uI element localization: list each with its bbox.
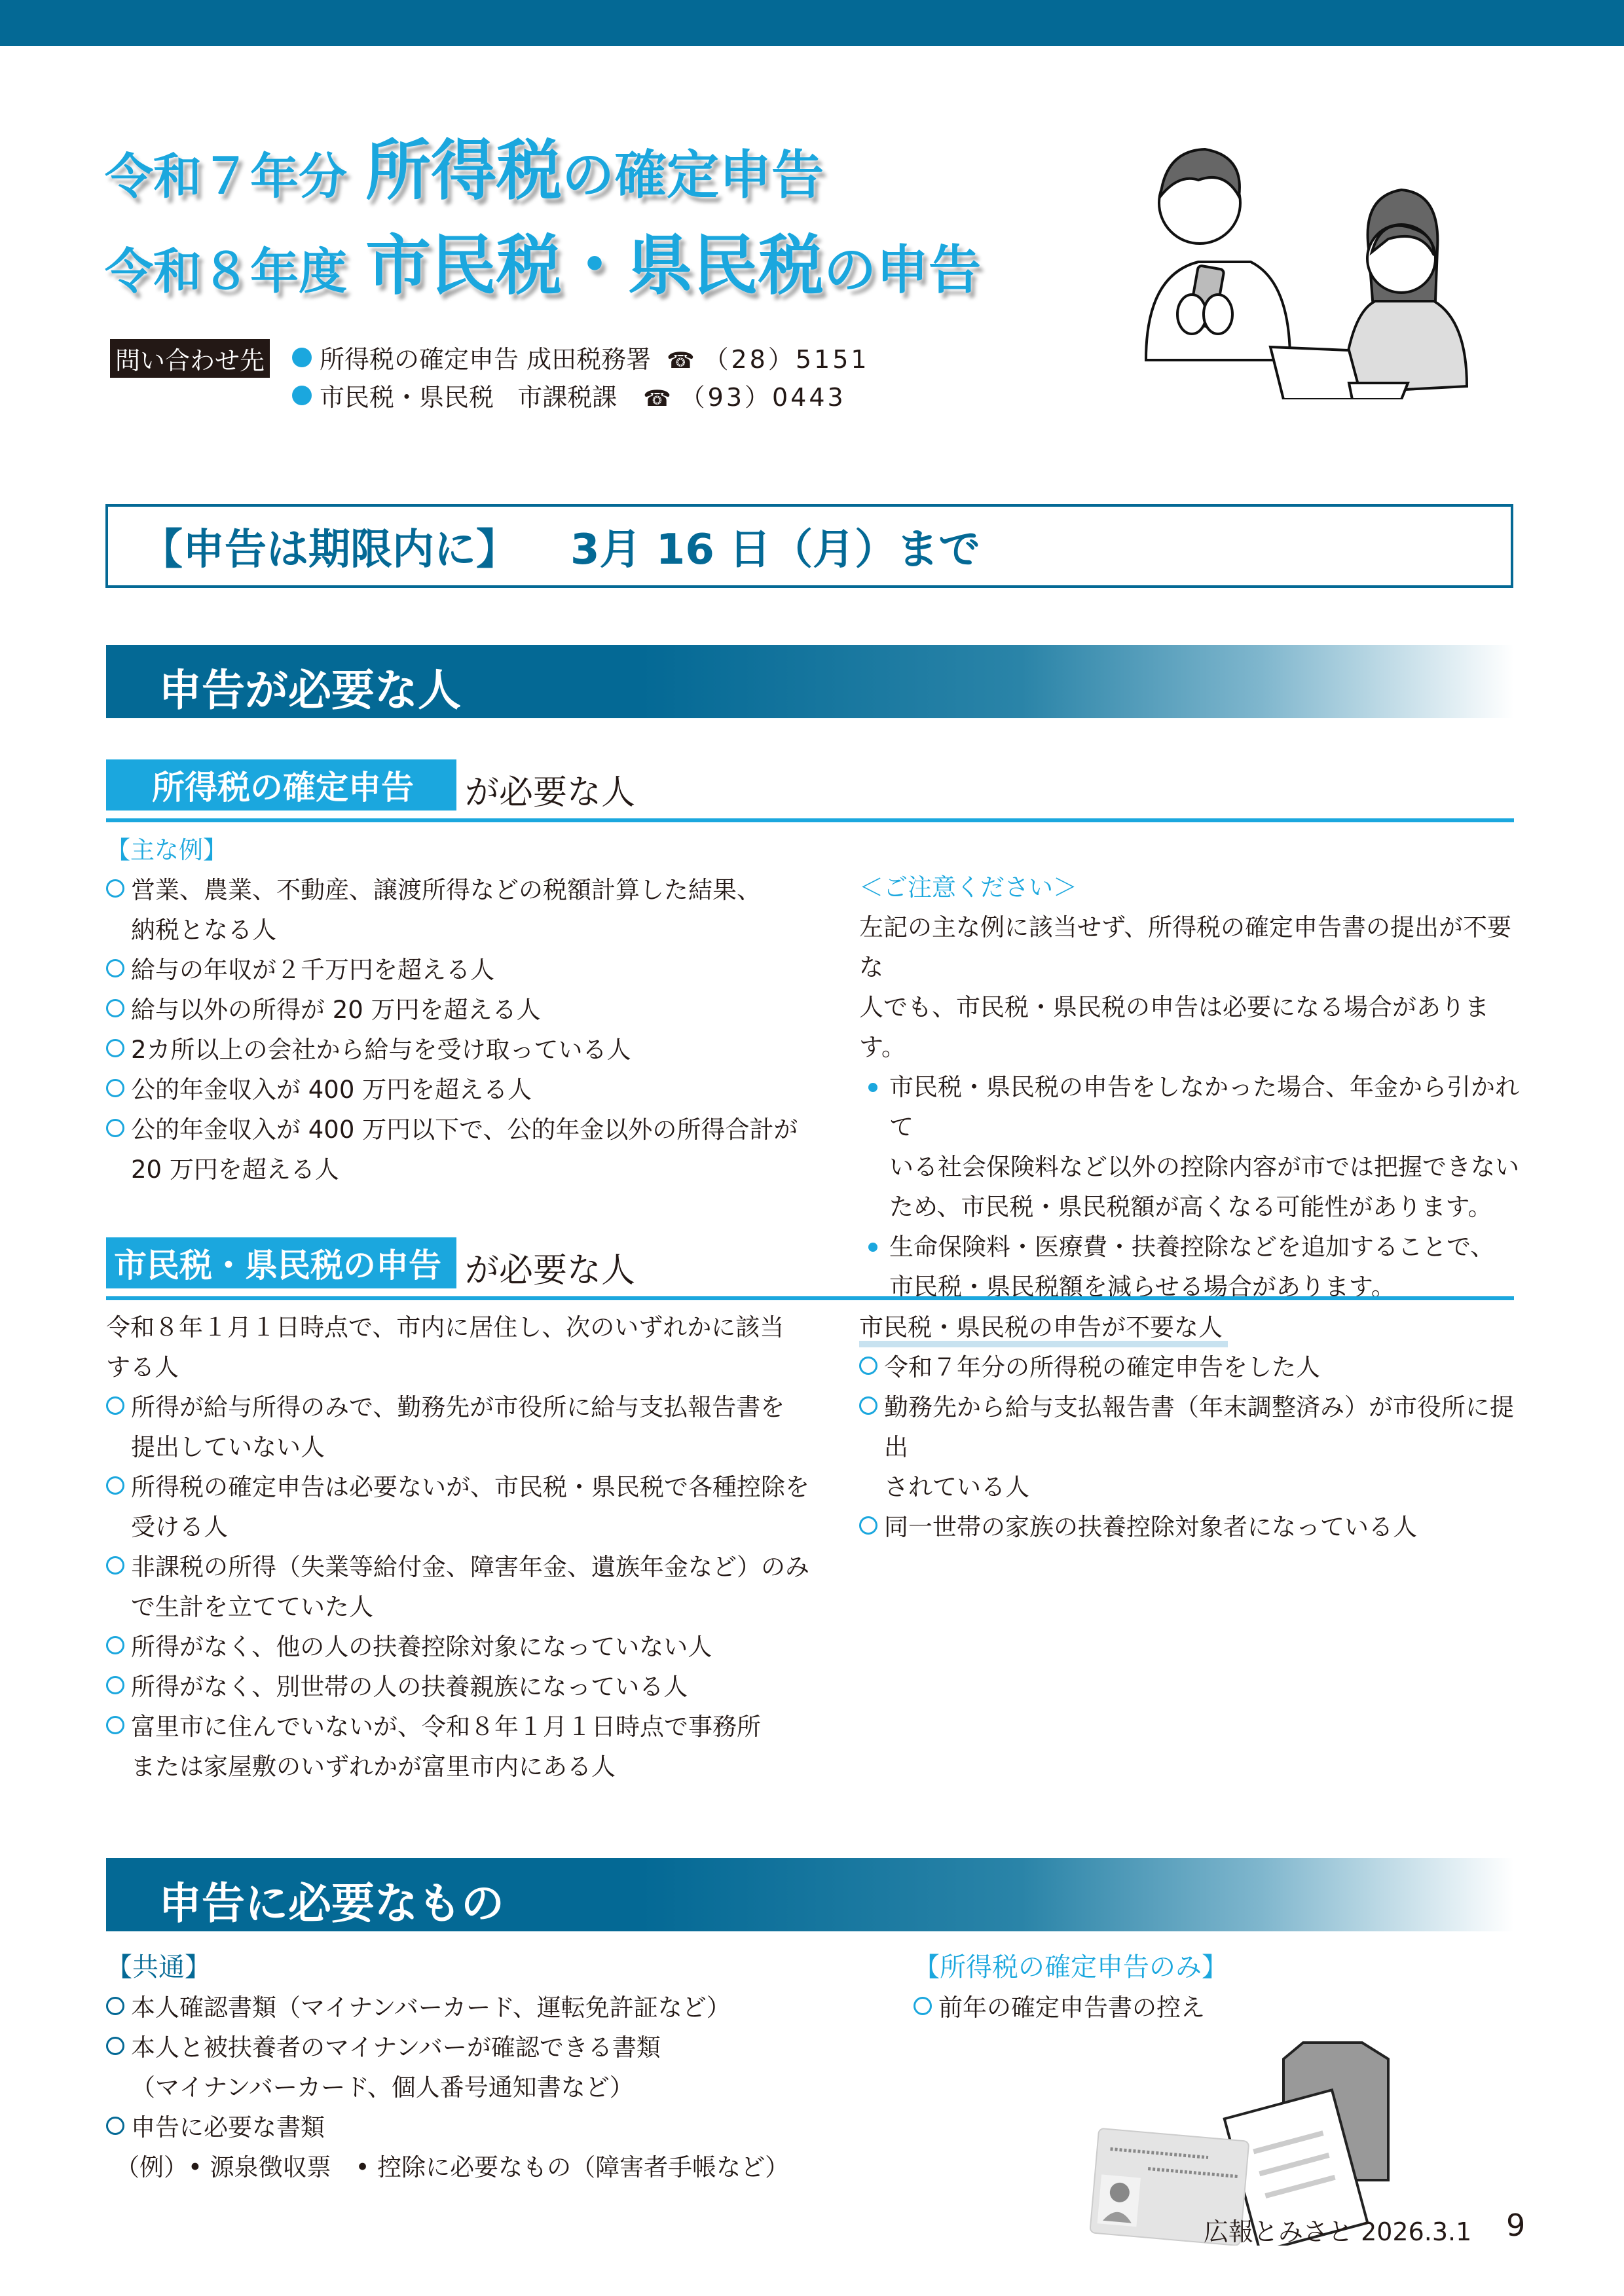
section-header-required-people: 申告が必要な人	[106, 645, 1514, 718]
income-tax-examples: 【主な例】 営業、農業、不動産、譲渡所得などの税額計算した結果、 納税となる人 給与の年収が２千万円を超える人 給与以外の所得が 20 万円を超える人 2カ所以上の会社から給与を受け取っている人 公的年金収入が 400 万円を超える人 公的年金収入が 400 万円以下で、公的年金以外の所得合計が 20 万円を超える人	[106, 830, 826, 1190]
common-items-list: 【共通】 本人確認書類（マイナンバーカード、運転免許証など） 本人と被扶養者のマイナンバーが確認できる書類 （マイナンバーカード、個人番号通知書など） 申告に必要な書類 （例）• 源泉徴収票 • 控除に必要なもの（障害者手帳など）	[106, 1948, 859, 2187]
page-number: 9	[1506, 2208, 1526, 2243]
title-resident-tax: 令和８年度 市民税・県民税の申告	[105, 227, 981, 304]
not-required-label: 市民税・県民税の申告が不要な人	[859, 1307, 1228, 1347]
deadline-date: 3月 16 日（月）まで	[570, 526, 981, 574]
resident-tax-not-required-list	[859, 1307, 1527, 1547]
deadline-box: 【申告は期限内に】 3月 16 日（月）まで	[105, 504, 1513, 588]
contact-row: 市民税・県民税 市課税課 ☎ （93）0443	[292, 377, 846, 413]
publication-info: 広報とみさと 2026.3.1	[1204, 2217, 1472, 2246]
subheader-resident-tax: 市民税・県民税の申告 が必要な人	[106, 1237, 1514, 1300]
list-item: 申告に必要な書類	[106, 2107, 859, 2147]
example-line: （例）• 源泉徴収票 • 控除に必要なもの（障害者手帳など）	[115, 2153, 790, 2181]
intro-text: 令和８年１月１日時点で、市内に居住し、次のいずれかに該当 する人	[106, 1313, 784, 1381]
list-item: 非課税の所得（失業等給付金、障害年金、遺族年金など）のみ で生計を立てていた人	[106, 1547, 826, 1627]
telephone-icon: ☎	[667, 348, 697, 374]
subheader-income-tax: 所得税の確定申告 が必要な人	[106, 759, 1514, 822]
list-item: 所得が給与所得のみで、勤務先が市役所に給与支払報告書を 提出していない人	[106, 1387, 826, 1467]
list-item: 所得がなく、他の人の扶養控除対象になっていない人	[106, 1627, 826, 1667]
list-item: 本人確認書類（マイナンバーカード、運転免許証など）	[106, 1988, 859, 2028]
list-item: 給与以外の所得が 20 万円を超える人	[106, 990, 826, 1030]
income-only-items-list: 【所得税の確定申告のみ】 前年の確定申告書の控え	[913, 1948, 1372, 2028]
notice-block: ＜ご注意ください＞ 左記の主な例に該当せず、所得税の確定申告書の提出が不要な 人でも、市民税・県民税の申告は必要になる場合があります。 市民税・県民税の申告をしなかった場合、年金から引かれて いる社会保険料など以外の控除内容が市では把握できない ため、市民税・県民税額が高くなる可能性があります。 生命保険料・医療費・扶養控除などを追加することで、 市民税・県民税額を減らせる場合があります。	[859, 867, 1527, 1307]
contact-label: 問い合わせ先	[110, 339, 270, 378]
notice-bullet: 市民税・県民税の申告をしなかった場合、年金から引かれて いる社会保険料など以外の控除内容が市では把握できない ため、市民税・県民税額が高くなる可能性があります。	[859, 1067, 1527, 1227]
list-item: 公的年金収入が 400 万円を超える人	[106, 1070, 826, 1110]
notice-text: 左記の主な例に該当せず、所得税の確定申告書の提出が不要な 人でも、市民税・県民税の申告は必要になる場合があります。	[859, 913, 1512, 1061]
resident-tax-required-list	[106, 1307, 826, 1787]
list-item: 同一世帯の家族の扶養控除対象者になっている人	[859, 1507, 1527, 1547]
list-item: 2カ所以上の会社から給与を受け取っている人	[106, 1030, 826, 1070]
contact-row: 所得税の確定申告 成田税務署 ☎ （28）5151	[292, 339, 870, 375]
list-item: 勤務先から給与支払報告書（年末調整済み）が市役所に提出 されている人	[859, 1387, 1527, 1507]
list-item: 所得税の確定申告は必要ないが、市民税・県民税で各種控除を 受ける人	[106, 1467, 826, 1547]
bullet-dot-icon	[292, 386, 312, 405]
list-item: 営業、農業、不動産、譲渡所得などの税額計算した結果、 納税となる人	[106, 870, 826, 950]
list-item: 本人と被扶養者のマイナンバーが確認できる書類 （マイナンバーカード、個人番号通知書など）	[106, 2028, 859, 2107]
list-item: 給与の年収が２千万円を超える人	[106, 950, 826, 990]
bullet-dot-icon	[292, 348, 312, 367]
people-illustration	[1126, 124, 1532, 399]
list-item: 公的年金収入が 400 万円以下で、公的年金以外の所得合計が 20 万円を超える人	[106, 1110, 826, 1190]
top-color-bar	[0, 0, 1624, 46]
list-item: 前年の確定申告書の控え	[913, 1988, 1372, 2028]
title-income-tax: 令和７年分 所得税の確定申告	[105, 132, 824, 209]
list-item: 富里市に住んでいないが、令和８年１月１日時点で事務所 または家屋敷のいずれかが富里市内にある人	[106, 1707, 826, 1787]
list-item: 令和７年分の所得税の確定申告をした人	[859, 1347, 1527, 1387]
telephone-icon: ☎	[643, 386, 674, 412]
notice-bullet: 生命保険料・医療費・扶養控除などを追加することで、 市民税・県民税額を減らせる場合があります。	[859, 1227, 1527, 1307]
section-header-required-items: 申告に必要なもの	[106, 1858, 1514, 1931]
list-item: 所得がなく、別世帯の人の扶養親族になっている人	[106, 1667, 826, 1707]
